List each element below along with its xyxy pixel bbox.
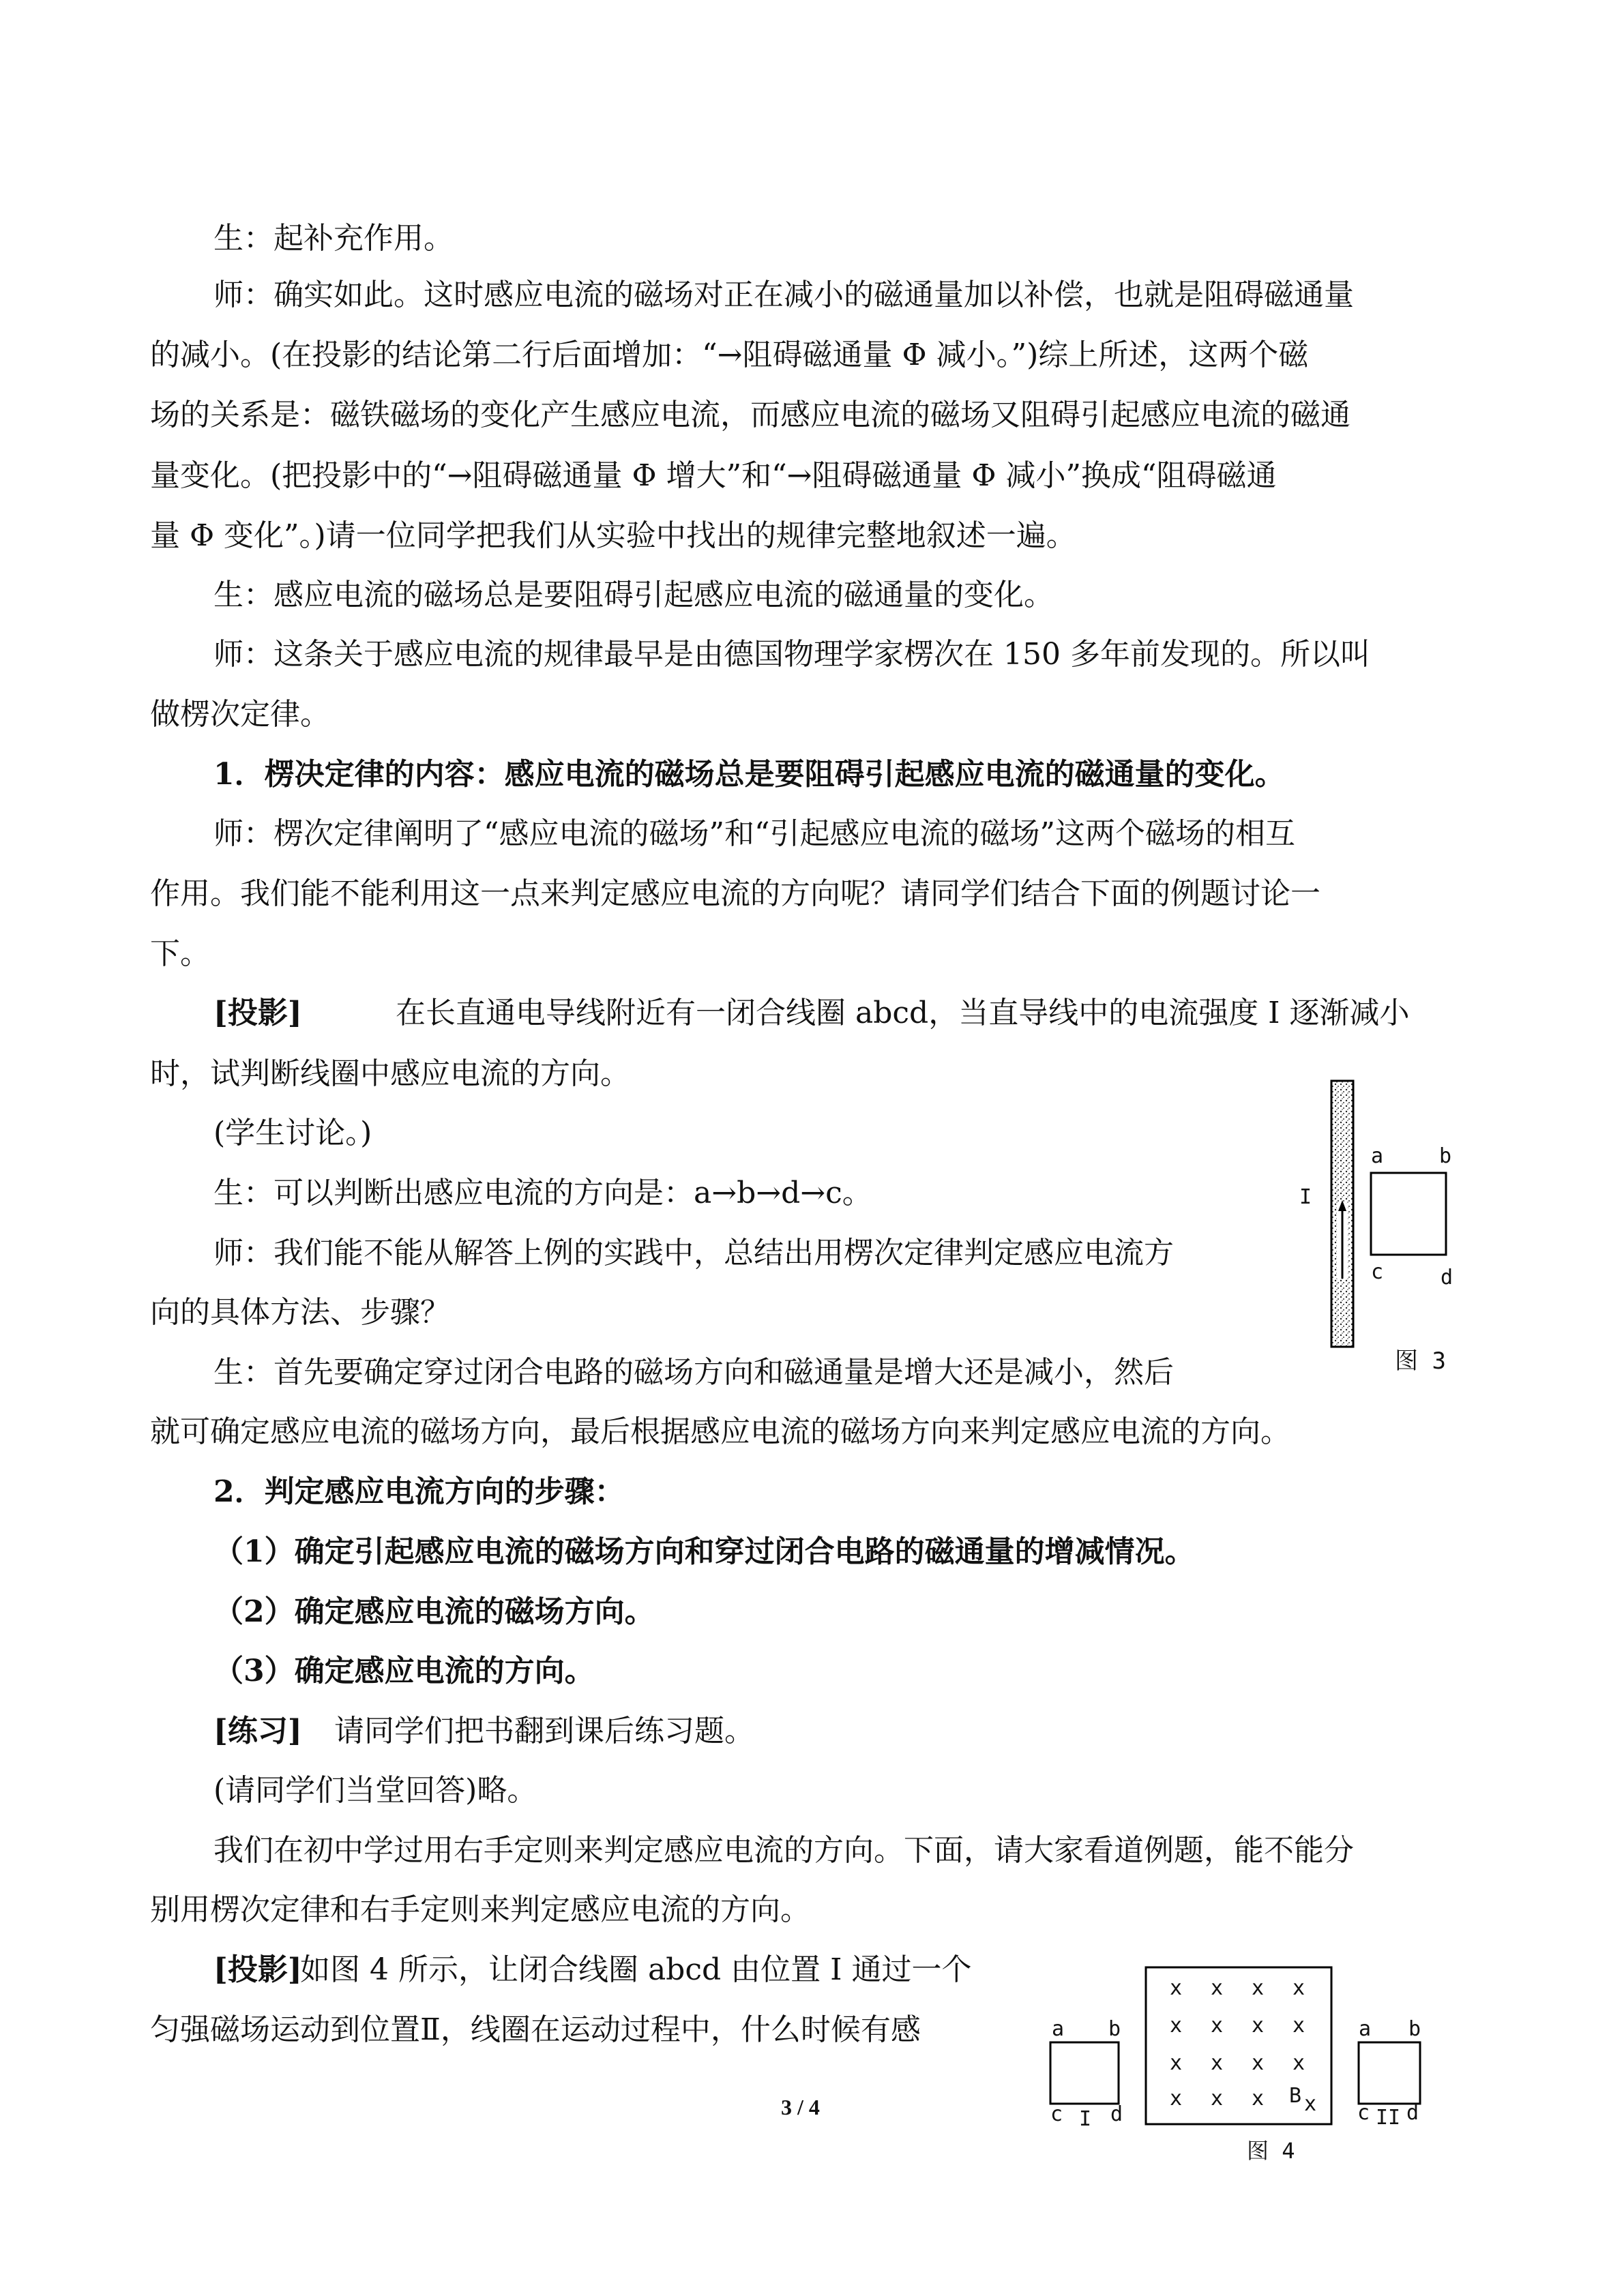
paragraph-line: 就可确定感应电流的磁场方向，最后根据感应电流的磁场方向来判定感应电流的方向。 [150, 1414, 1290, 1449]
left-label-a: a [1052, 2017, 1065, 2041]
step-item: （3）确定感应电流的方向。 [213, 1654, 595, 1688]
paragraph-line: 生：起补充作用。 [213, 221, 454, 256]
paragraph-line: 匀强磁场运动到位置Ⅱ，线圈在运动过程中，什么时候有感 [150, 2012, 921, 2047]
left-position-I: I [1079, 2107, 1092, 2131]
label-c: c [1371, 1260, 1384, 1284]
projection-tag: [投影] [213, 996, 302, 1030]
paragraph-line: 向的具体方法、步骤？ [150, 1295, 450, 1330]
paragraph-line: 生：可以判断出感应电流的方向是：a→b→d→c。 [213, 1176, 872, 1210]
paragraph-line: 在长直通电导线附近有一闭合线圈 abcd，当直导线中的电流强度 I 逐渐减小 [396, 996, 1410, 1030]
paragraph-line: 师：这条关于感应电流的规律最早是由德国物理学家楞次在 150 多年前发现的。所以叫 [213, 637, 1370, 672]
paragraph-line: 作用。我们能不能利用这一点来判定感应电流的方向呢？请同学们结合下面的例题讨论一 [150, 876, 1320, 911]
right-position-II: II [1376, 2106, 1401, 2130]
label-d: d [1441, 1266, 1453, 1289]
right-label-a: a [1359, 2017, 1372, 2041]
paragraph-line: 师：我们能不能从解答上例的实践中，总结出用楞次定律判定感应电流方 [213, 1236, 1174, 1270]
paragraph-line: 我们在初中学过用右手定则来判定感应电流的方向。下面，请大家看道例题，能不能分 [213, 1833, 1354, 1868]
paragraph-line: 别用楞次定律和右手定则来判定感应电流的方向。 [150, 1892, 810, 1927]
field-mark-icon: x [1211, 2087, 1224, 2111]
paragraph-line: 量变化。(把投影中的“→阻碍磁通量 Φ 增大”和“→阻碍磁通量 Φ 减小”换成“阻碍磁通 [150, 458, 1277, 493]
field-label-B: B [1289, 2084, 1302, 2108]
coil-loop [1371, 1173, 1446, 1255]
figure-3 [1296, 1077, 1453, 1398]
exercise-tag: [练习] [213, 1714, 302, 1748]
page-number: 3 / 4 [781, 2095, 820, 2119]
field-mark-icon: x [1170, 1976, 1183, 2000]
figure-4 [1044, 1964, 1426, 2168]
paragraph-line: (请同学们当堂回答)略。 [213, 1773, 537, 1808]
paragraph-line: 的减小。(在投影的结论第二行后面增加：“→阻碍磁通量 Φ 减小。”)综上所述，这两个磁 [150, 338, 1309, 372]
section-heading: 1．楞决定律的内容：感应电流的磁场总是要阻碍引起感应电流的磁通量的变化。 [213, 757, 1285, 792]
paragraph-line: 做楞次定律。 [150, 697, 330, 732]
paragraph-line: (学生讨论。) [213, 1116, 372, 1150]
field-mark-icon: x [1293, 2014, 1305, 2038]
paragraph-line: 如图 4 所示，让闭合线圈 abcd 由位置 I 通过一个 [300, 1952, 972, 1987]
paragraph-line: 时，试判断线圈中感应电流的方向。 [150, 1056, 630, 1091]
label-current-I: I [1299, 1185, 1312, 1209]
label-a: a [1371, 1144, 1384, 1168]
label-b: b [1439, 1144, 1452, 1168]
field-mark-icon: x [1170, 2051, 1183, 2075]
right-label-d: d [1406, 2101, 1419, 2125]
left-label-c: c [1050, 2102, 1063, 2126]
field-mark-icon: x [1293, 1976, 1305, 2000]
coil-loop-position-II [1359, 2042, 1420, 2104]
field-mark-icon: x [1252, 2087, 1265, 2111]
field-mark-icon: x [1252, 2051, 1265, 2075]
left-label-b: b [1108, 2017, 1121, 2041]
field-mark-icon: x [1293, 2051, 1305, 2075]
paragraph-line: 生：首先要确定穿过闭合电路的磁场方向和磁通量是增大还是减小，然后 [213, 1355, 1174, 1390]
paragraph-line: 师：楞次定律阐明了“感应电流的磁场”和“引起感应电流的磁场”这两个磁场的相互 [213, 816, 1295, 851]
paragraph-line: 生：感应电流的磁场总是要阻碍引起感应电流的磁通量的变化。 [213, 578, 1054, 612]
field-mark-icon: x [1211, 2051, 1224, 2075]
field-mark-icon: x [1252, 2014, 1265, 2038]
figure-caption: 图 4 [1247, 2138, 1295, 2164]
right-label-b: b [1408, 2017, 1421, 2041]
field-mark-icon: x [1170, 2087, 1183, 2111]
figure-caption: 图 3 [1395, 1347, 1446, 1375]
coil-loop-position-I [1050, 2042, 1119, 2104]
field-mark-icon: x [1170, 2014, 1183, 2038]
paragraph-line: 师：确实如此。这时感应电流的磁场对正在减小的磁通量加以补偿，也就是阻碍磁通量 [213, 278, 1354, 312]
step-item: （2）确定感应电流的磁场方向。 [213, 1594, 655, 1629]
right-label-c: c [1357, 2101, 1370, 2125]
field-mark-icon: x [1211, 2014, 1224, 2038]
field-mark-icon: x [1252, 1976, 1265, 2000]
paragraph-line: 量 Φ 变化”。)请一位同学把我们从实验中找出的规律完整地叙述一遍。 [150, 518, 1076, 553]
left-label-d: d [1110, 2102, 1123, 2126]
paragraph-line: 请同学们把书翻到课后练习题。 [334, 1714, 754, 1748]
field-mark-icon: x [1304, 2092, 1317, 2116]
paragraph-line: 下。 [150, 936, 210, 971]
step-item: （1）确定引起感应电流的磁场方向和穿过闭合电路的磁通量的增减情况。 [213, 1534, 1195, 1569]
paragraph-line: 场的关系是：磁铁磁场的变化产生感应电流，而感应电流的磁场又阻碍引起感应电流的磁通 [150, 398, 1350, 432]
section-heading: 2．判定感应电流方向的步骤： [213, 1474, 625, 1509]
projection-tag: [投影] [213, 1952, 302, 1987]
field-mark-icon: x [1211, 1976, 1224, 2000]
